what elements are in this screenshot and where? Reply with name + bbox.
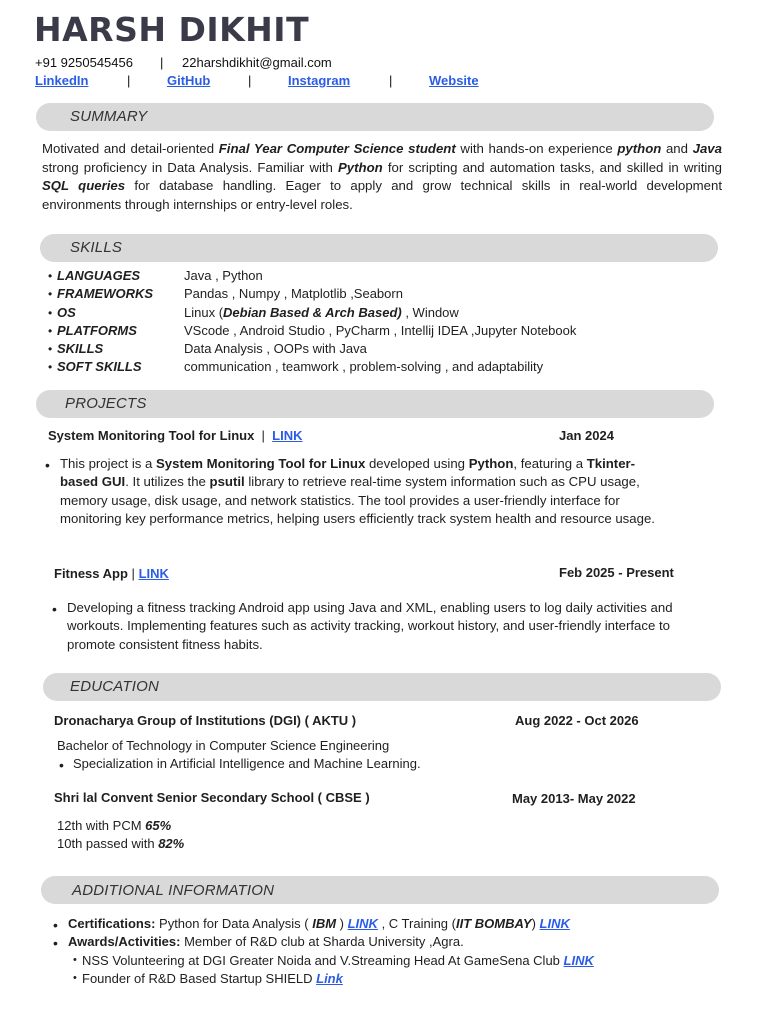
project-link[interactable]: LINK [272, 428, 303, 443]
skill-value: Pandas , Numpy , Matplotlib ,Seaborn [184, 286, 403, 301]
bullet-icon: • [48, 269, 53, 283]
skill-value: Linux (Debian Based & Arch Based) , Window [184, 305, 459, 320]
activity-link[interactable]: Link [316, 971, 343, 986]
certificate-link[interactable]: LINK [347, 916, 378, 931]
skill-value: VScode , Android Studio , PyCharm , Intellij IDEA ,Jupyter Notebook [184, 323, 577, 338]
project-date: Feb 2025 - Present [559, 565, 674, 580]
project-title: Fitness App | LINK [54, 566, 169, 581]
phone-number: +91 9250545456 [35, 55, 133, 70]
education-heading: EDUCATION [70, 678, 160, 695]
education-date: May 2013- May 2022 [512, 791, 636, 806]
contact-separator: | [160, 55, 164, 70]
project-title: System Monitoring Tool for Linux | LINK [48, 428, 303, 443]
project-date: Jan 2024 [559, 428, 614, 443]
summary-heading: SUMMARY [70, 108, 148, 125]
linkedin-link[interactable]: LinkedIn [35, 73, 89, 88]
website-link[interactable]: Website [429, 73, 479, 88]
bullet-icon: • [48, 360, 53, 374]
skill-key: LANGUAGES [57, 268, 141, 283]
awards-line: Awards/Activities: Member of R&D club at Sharda University ,Agra. [68, 934, 464, 949]
score-line: 12th with PCM 65% [57, 818, 172, 833]
activity-link[interactable]: LINK [563, 953, 594, 968]
skill-value: Java , Python [184, 268, 263, 283]
link-separator: | [248, 73, 252, 88]
github-link[interactable]: GitHub [167, 73, 211, 88]
bullet-icon: • [53, 917, 58, 933]
skills-section-bar [40, 234, 718, 262]
sub-bullet-icon: • [73, 954, 77, 966]
skill-value: communication , teamwork , problem-solving , and adaptability [184, 359, 544, 374]
certifications-line: Certifications: Python for Data Analysis ( IBM ) LINK , C Training (IIT BOMBAY) LINK [68, 916, 570, 931]
skill-key: SOFT SKILLS [57, 359, 142, 374]
degree-text: Bachelor of Technology in Computer Science Engineering [57, 738, 390, 753]
link-separator: | [127, 73, 131, 88]
summary-paragraph: Motivated and detail-oriented Final Year Computer Science student with hands-on experience python and Java strong proficiency in Data Analysis. Familiar with Python for scripting and automation tasks, and skilled in writing SQL queries for database handling. Eager to apply and grow technical skills in real-world development environments through internships or entry-level roles. [42, 141, 723, 212]
projects-heading: PROJECTS [65, 395, 147, 412]
certificate-link[interactable]: LINK [539, 916, 570, 931]
email-address[interactable]: 22harshdikhit@gmail.com [182, 55, 332, 70]
bullet-icon: • [48, 306, 53, 320]
candidate-name: HARSH DIKHIT [34, 10, 310, 49]
skill-key: SKILLS [57, 341, 104, 356]
sub-bullet-icon: • [73, 972, 77, 984]
instagram-link[interactable]: Instagram [288, 73, 351, 88]
link-separator: | [389, 73, 393, 88]
bullet-icon: • [48, 287, 53, 301]
skill-key: FRAMEWORKS [57, 286, 154, 301]
bullet-icon: • [48, 342, 53, 356]
bullet-icon: • [45, 457, 50, 473]
skills-heading: SKILLS [70, 239, 123, 256]
project-link[interactable]: LINK [138, 566, 169, 581]
education-date: Aug 2022 - Oct 2026 [515, 713, 639, 728]
bullet-icon: • [52, 601, 57, 617]
specialization-text: Specialization in Artificial Intelligence and Machine Learning. [73, 756, 421, 771]
bullet-icon: • [53, 935, 58, 951]
bullet-icon: • [48, 324, 53, 338]
bullet-icon: • [59, 757, 64, 773]
skill-key: PLATFORMS [57, 323, 137, 338]
skill-key: OS [57, 305, 76, 320]
score-line: 10th passed with 82% [57, 836, 185, 851]
additional-heading: ADDITIONAL INFORMATION [72, 882, 275, 899]
skill-value: Data Analysis , OOPs with Java [184, 341, 367, 356]
school-name: Shri lal Convent Senior Secondary School ( CBSE ) [54, 790, 370, 805]
activity-item: NSS Volunteering at DGI Greater Noida and V.Streaming Head At GameSena Club LINK [82, 953, 594, 968]
school-name: Dronacharya Group of Institutions (DGI) ( AKTU ) [54, 713, 357, 728]
project-description: Developing a fitness tracking Android app using Java and XML, enabling users to log daily activities and workouts. Implementing features such as activity tracking, workout history, and user-friendly interface to promote consistent fitness habits. [67, 600, 673, 652]
project-description: This project is a System Monitoring Tool for Linux developed using Python, featuring a Tkinter-based GUI. It utilizes the psutil library to retrieve real-time system information such as CPU usage, memory usage, disk usage, and network statistics. The tool provides a user-friendly interface for monitoring key performance metrics, helping users efficiently track system health and resource usage. [60, 456, 655, 526]
activity-item: Founder of R&D Based Startup SHIELD Link [82, 971, 343, 986]
